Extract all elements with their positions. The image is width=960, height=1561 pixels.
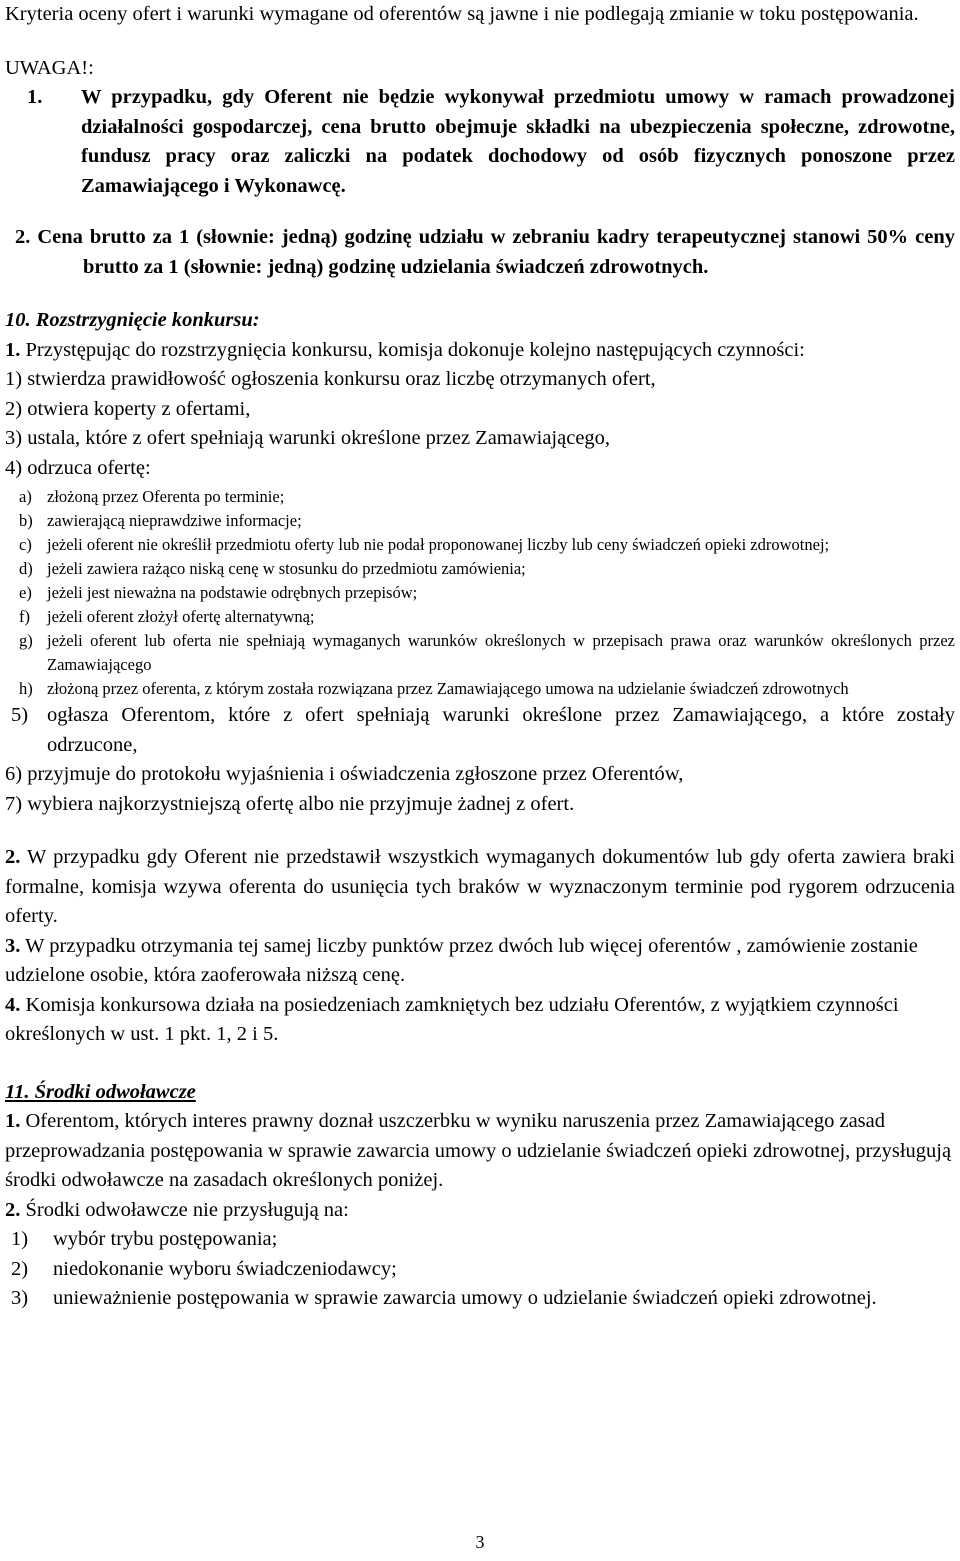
section-10-p4-text: Komisja konkursowa działa na posiedzeniach zamkniętych bez udziału Oferentów, z wyjątkiem czynności określonych w ust. 1 pkt. 1, 2 i 5. [5, 993, 899, 1045]
step-4: 4) odrzuca ofertę: [5, 456, 151, 479]
appeal-exclusion-text: unieważnienie postępowania w sprawie zawarcia umowy o udzielanie świadczeń opieki zdrowotnej. [53, 1287, 877, 1309]
uwaga-item-number: 1. [27, 86, 43, 108]
reject-item-text: jeżeli jest nieważna na podstawie odrębnych przepisów; [47, 583, 418, 602]
section-10-p1-text: Przystępując do rozstrzygnięcia konkursu, komisja dokonuje kolejno następujących czynności: [25, 338, 805, 361]
section-10-p1-num: 1. [5, 338, 21, 361]
reject-list [5, 485, 955, 701]
uwaga-item-text [15, 223, 955, 282]
step-5 [5, 701, 955, 760]
section-10-p2 [5, 843, 955, 932]
reject-item-g [19, 629, 955, 677]
appeal-exclusion-num: 2) [11, 1257, 29, 1280]
appeal-exclusion-item [11, 1225, 955, 1255]
appeal-exclusion-num: 1) [11, 1228, 29, 1250]
uwaga-item-text: W przypadku, gdy Oferent nie będzie wykonywał przedmiotu umowy w ramach prowadzonej działalności gospodarczej, cena brutto obejmuje składki na ubezpieczenia społeczne, zdrowotne, fundusz pracy oraz zaliczki na podatek dochodowy od osób fizycznych ponoszone przez Zamawiającego i Wykonawcę. [81, 86, 955, 197]
section-11-p2 [5, 1196, 955, 1226]
step-3: 3) ustala, które z ofert spełniają warunki określone przez Zamawiającego, [5, 427, 611, 449]
section-10-p4 [5, 991, 955, 1050]
reject-item-text: złożoną przez Oferenta po terminie; [47, 487, 285, 506]
document-page [5, 0, 955, 1314]
reject-item-a [19, 485, 955, 509]
appeal-exclusion-text: wybór trybu postępowania; [53, 1228, 278, 1250]
section-10-heading: 10. Rozstrzygnięcie konkursu: [5, 309, 260, 331]
reject-item-b [19, 509, 955, 533]
section-11-p1-num: 1. [5, 1110, 21, 1132]
reject-item-d [19, 557, 955, 581]
section-10-p3-text: W przypadku otrzymania tej samej liczby punktów przez dwóch lub więcej oferentów , zamówienie zostanie udzielone osobie, która zaoferowała niższą cenę. [5, 934, 918, 986]
reject-item-letter: a) [19, 487, 32, 506]
reject-item-text: złożoną przez oferenta, z którym została rozwiązana przez Zamawiającego umowa na udzielanie świadczeń zdrowotnych [47, 679, 849, 698]
reject-item-f [19, 605, 955, 629]
step-6: 6) przyjmuje do protokołu wyjaśnienia i oświadczenia zgłoszone przez Oferentów, [5, 763, 684, 785]
section-11-heading: 11. Środki odwoławcze [5, 1080, 196, 1103]
section-10-p2-num: 2. [5, 846, 21, 868]
section-11-p2-text: Środki odwoławcze nie przysługują na: [25, 1198, 349, 1221]
reject-item-letter: f) [19, 607, 30, 626]
appeal-exclusion-text: niedokonanie wyboru świadczeniodawcy; [53, 1257, 397, 1280]
appeal-exclusion-item [11, 1284, 955, 1314]
section-10-p3 [5, 932, 955, 991]
section-11-p1 [5, 1107, 955, 1196]
page-number: 3 [475, 1532, 485, 1552]
reject-item-letter: h) [19, 679, 33, 698]
reject-item-c [19, 533, 955, 557]
reject-item-text: jeżeli oferent lub oferta nie spełniają wymaganych warunków określonych w przepisach prawa oraz warunków określonych przez Zamawiającego [47, 631, 955, 674]
section-11-p1-text: Oferentom, których interes prawny doznał uszczerbku w wyniku naruszenia przez Zamawiającego zasad przeprowadzania postępowania w sprawie zawarcia umowy o udzielanie świadczeń opieki zdrowotnej, przysługują środki odwoławcze na zasadach określonych poniżej. [5, 1110, 952, 1191]
reject-item-letter: d) [19, 559, 33, 578]
reject-item-letter: b) [19, 511, 33, 530]
section-10-p4-num: 4. [5, 993, 21, 1016]
step-1: 1) stwierdza prawidłowość ogłoszenia konkursu oraz liczbę otrzymanych ofert, [5, 368, 656, 390]
uwaga-item-2-num: 2. [15, 226, 31, 248]
reject-item-text: zawierającą nieprawdziwe informacje; [47, 511, 302, 530]
step-2: 2) otwiera koperty z ofertami, [5, 397, 251, 420]
uwaga-item-2 [5, 223, 955, 282]
section-10-p3-num: 3. [5, 934, 21, 957]
reject-item-e [19, 581, 955, 605]
section-10-p1 [5, 336, 955, 366]
step-7: 7) wybiera najkorzystniejszą ofertę albo nie przyjmuje żadnej z ofert. [5, 792, 575, 815]
uwaga-item-1 [5, 83, 955, 201]
intro-paragraph: Kryteria oceny ofert i warunki wymagane od oferentów są jawne i nie podlegają zmianie w toku postępowania. [5, 3, 919, 25]
section-11-p2-num: 2. [5, 1198, 21, 1221]
step-5-text: ogłasza Oferentom, które z ofert spełniają warunki określone przez Zamawiającego, a które zostały odrzucone, [47, 704, 955, 756]
reject-item-text: jeżeli oferent złożył ofertę alternatywną; [47, 607, 315, 626]
step-5-num: 5) [11, 704, 29, 726]
reject-item-h [19, 677, 955, 701]
uwaga-item-2-body: Cena brutto za 1 (słownie: jedną) godzinę udziału w zebraniu kadry terapeutycznej stanowi 50% ceny brutto za 1 (słownie: jedną) godzinę udzielania świadczeń zdrowotnych. [37, 226, 955, 278]
appeal-exclusion-num: 3) [11, 1287, 29, 1309]
reject-item-letter: c) [19, 535, 32, 554]
reject-item-letter: e) [19, 583, 32, 602]
appeal-exclusions-list [5, 1225, 955, 1314]
appeal-exclusion-item [11, 1255, 955, 1285]
uwaga-label: UWAGA!: [5, 56, 94, 79]
reject-item-letter: g) [19, 631, 33, 650]
reject-item-text: jeżeli oferent nie określił przedmiotu oferty lub nie podał proponowanej liczby lub ceny świadczeń opieki zdrowotnej; [47, 535, 830, 554]
reject-item-text: jeżeli zawiera rażąco niską cenę w stosunku do przedmiotu zamówienia; [47, 559, 526, 578]
section-10-p2-text: W przypadku gdy Oferent nie przedstawił wszystkich wymaganych dokumentów lub gdy oferta zawiera braki formalne, komisja wzywa oferenta do usunięcia tych braków w wyznaczonym terminie pod rygorem odrzucenia oferty. [5, 846, 955, 927]
